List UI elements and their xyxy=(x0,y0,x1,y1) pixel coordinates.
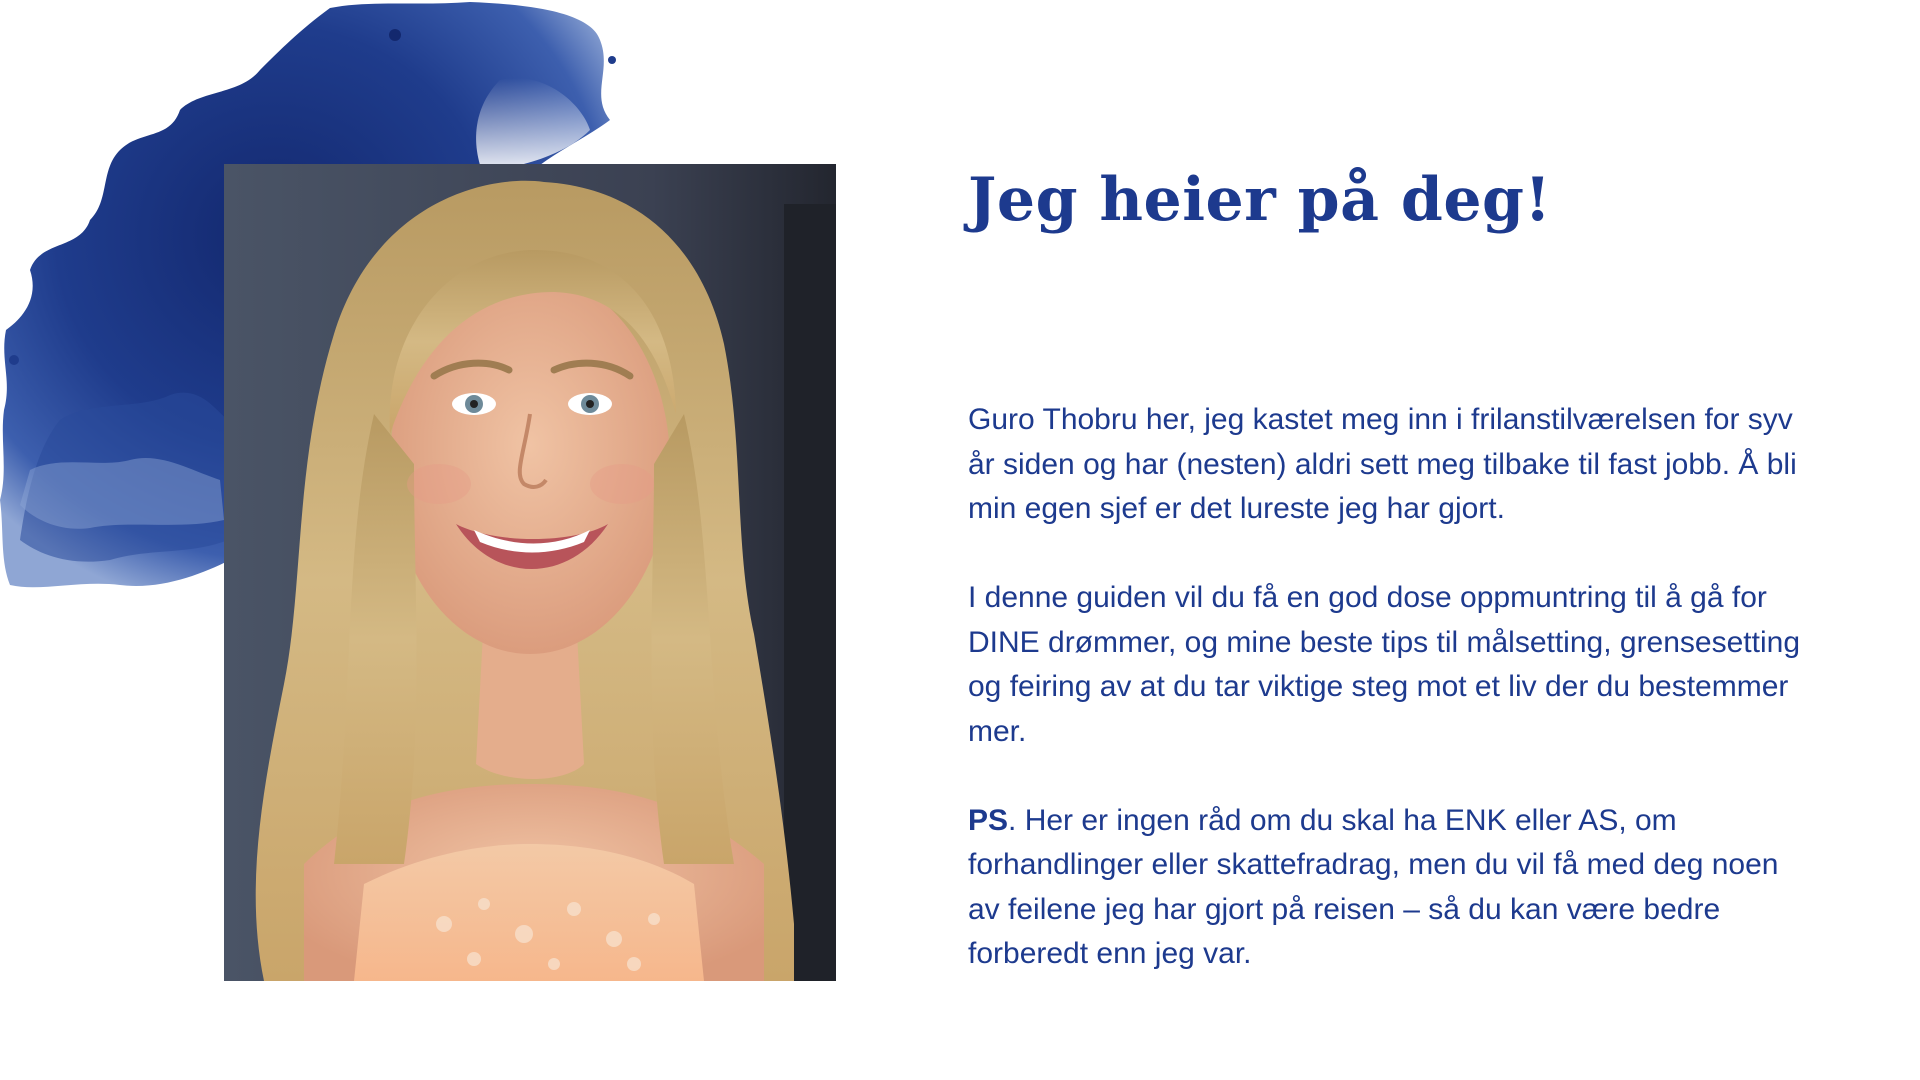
portrait-photo-icon xyxy=(224,164,836,981)
ps-text: . Her er ingen råd om du skal ha ENK eller AS, om forhandlinger eller skattefradrag, men du vil få med deg noen av feilene jeg har gjort på reisen – så du kan være bedre forberedt enn jeg var. xyxy=(968,803,1779,970)
ps-paragraph xyxy=(968,799,1818,977)
portrait-photo xyxy=(224,164,836,981)
ps-label: PS xyxy=(968,803,1009,837)
page-title: Jeg heier på deg! xyxy=(968,165,1552,235)
guide-paragraph: I denne guiden vil du få en god dose oppmuntring til å gå for DINE drømmer, og mine beste tips til målsetting, grensesetting og feiring av at du tar viktige steg mot et liv der du bestemmer mer. xyxy=(968,581,1801,748)
body-text xyxy=(968,398,1818,977)
intro-paragraph: Guro Thobru her, jeg kastet meg inn i frilanstilværelsen for syv år siden og har (nesten) aldri sett meg tilbake til fast jobb. Å bli min egen sjef er det lureste jeg har gjort. xyxy=(968,403,1797,525)
